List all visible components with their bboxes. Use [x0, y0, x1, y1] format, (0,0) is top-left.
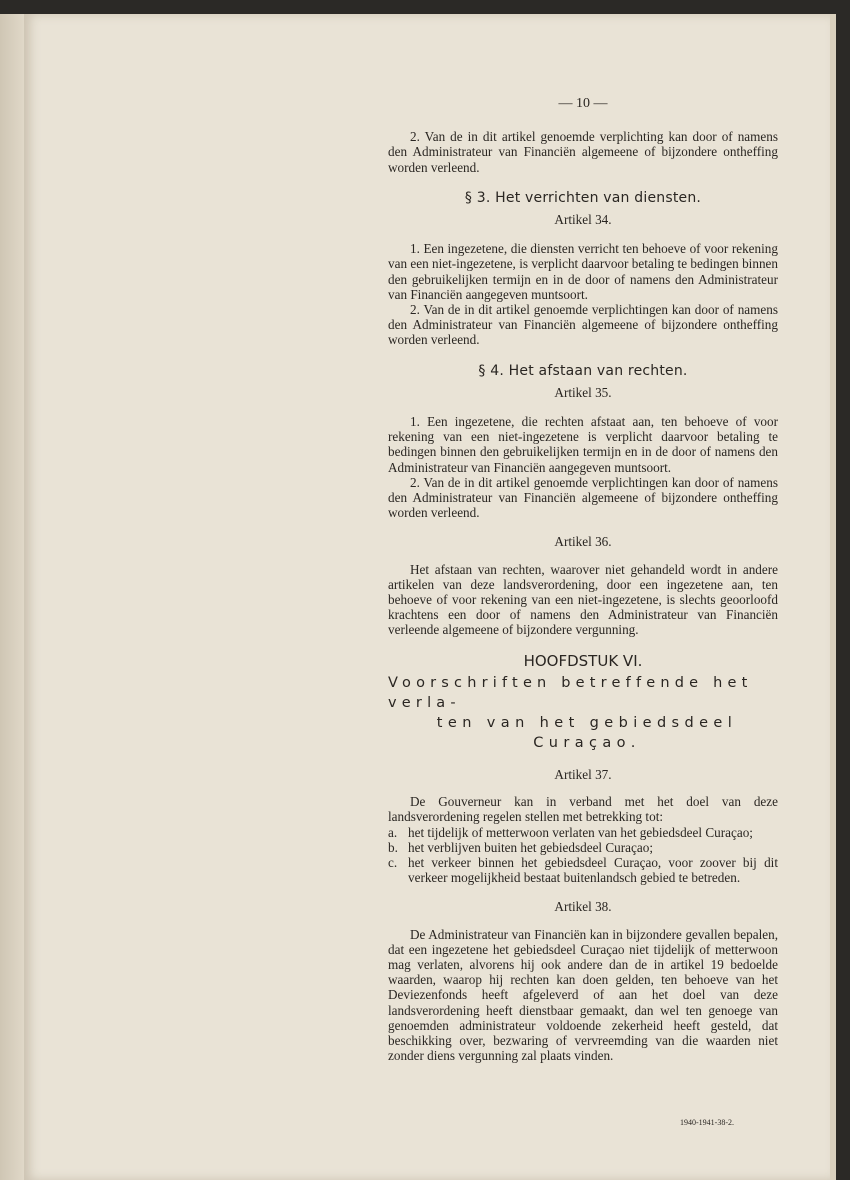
section-3-heading: § 3. Het verrichten van diensten.: [464, 189, 702, 206]
article-35-paragraph-1: 1. Een ingezetene, die rechten afstaat aan, ten behoeve of voor rekening van een niet-ingezetene is verplicht daarvoor betaling te bedingen binnen den gebruikelijken termijn en in de door of namens den Administrateur van Financiën aangegeven muntsoort.: [388, 414, 778, 475]
article-33-paragraph-2: 2. Van de in dit artikel genoemde verplichting kan door of namens den Administrateur van Financiën algemeene of bijzondere ontheffing worden verleend.: [388, 129, 778, 175]
print-code: 1940-1941-38-2.: [680, 1118, 734, 1127]
article-37-item-c: [388, 855, 778, 885]
article-37-item-b: [388, 840, 778, 855]
text-column: [388, 96, 778, 1063]
chapter-heading: HOOFDSTUK VI.: [523, 651, 643, 670]
article-37-paragraph-1: De Gouverneur kan in verband met het doel van deze landsverordening regelen stellen met betrekking tot:: [388, 794, 778, 825]
article-35-heading: Artikel 35.: [554, 384, 612, 400]
item-label: b.: [388, 839, 398, 855]
article-34-paragraph-2: 2. Van de in dit artikel genoemde verplichtingen kan door of namens den Administrateur van Financiën algemeene of bijzondere ontheffing worden verleend.: [388, 302, 778, 348]
article-38-paragraph-1: De Administrateur van Financiën kan in bijzondere gevallen bepalen, dat een ingezetene het gebiedsdeel Curaçao niet tijdelijk of metterwoon mag verlaten, alvorens hij ook andere dan de in artikel 19 bedoelde waarden, waarop hij rechten kan doen gelden, ten behoeve van het Deviezenfonds heeft afgeleverd of aan het doel van deze landsverordening heeft dienstbaar gemaakt, dan wel ten genoege van genoemden administrateur voldoende zekerheid heeft gesteld, dat beschikking over, bezwaring of vervreemding van die waarden niet zonder diens vergunning zal plaats vinden.: [388, 926, 778, 1064]
article-34-heading: Artikel 34.: [554, 212, 612, 228]
item-text: het verblijven buiten het gebiedsdeel Curaçao;: [408, 839, 653, 855]
article-36-paragraph-1: Het afstaan van rechten, waarover niet gehandeld wordt in andere artikelen van deze landsverordening, door een ingezetene aan, ten behoeve of voor rekening van een niet-ingezetene, is slechts geoorloofd krachtens een door of namens den Administrateur van Financiën verleende algemeene of bijzondere vergunning.: [388, 561, 778, 638]
page-number: — 10 —: [558, 96, 608, 111]
section-4-heading: § 4. Het afstaan van rechten.: [478, 362, 688, 379]
article-37-heading: Artikel 37.: [554, 766, 612, 782]
chapter-subtitle-line-1: Voorschriften betreffende het verla-: [388, 674, 753, 711]
article-36-heading: Artikel 36.: [554, 534, 612, 550]
page-left-edge: [0, 14, 24, 1180]
article-37-item-a: [388, 825, 778, 840]
item-label: a.: [388, 824, 398, 840]
item-label: c.: [388, 854, 398, 870]
item-text: het tijdelijk of metterwoon verlaten van het gebiedsdeel Curaçao;: [408, 824, 753, 840]
page-right-edge: [830, 14, 836, 1180]
chapter-subtitle-line-2: ten van het gebiedsdeel Curaçao.: [436, 714, 738, 751]
article-34-paragraph-1: 1. Een ingezetene, die diensten verricht ten behoeve of voor rekening van een niet-ingezetene, is verplicht daarvoor betaling te bedingen binnen den gebruikelijken termijn en in de door of namens den Administrateur van Financiën aangegeven muntsoort.: [388, 241, 778, 302]
item-text: het verkeer binnen het gebiedsdeel Curaçao, voor zoover bij dit verkeer mogelijkheid bestaat buitenlandsch gebied te betreden.: [408, 854, 778, 886]
article-35-paragraph-2: 2. Van de in dit artikel genoemde verplichtingen kan door of namens den Administrateur van Financiën algemeene of bijzondere ontheffing worden verleend.: [388, 474, 778, 521]
article-38-heading: Artikel 38.: [554, 899, 612, 915]
